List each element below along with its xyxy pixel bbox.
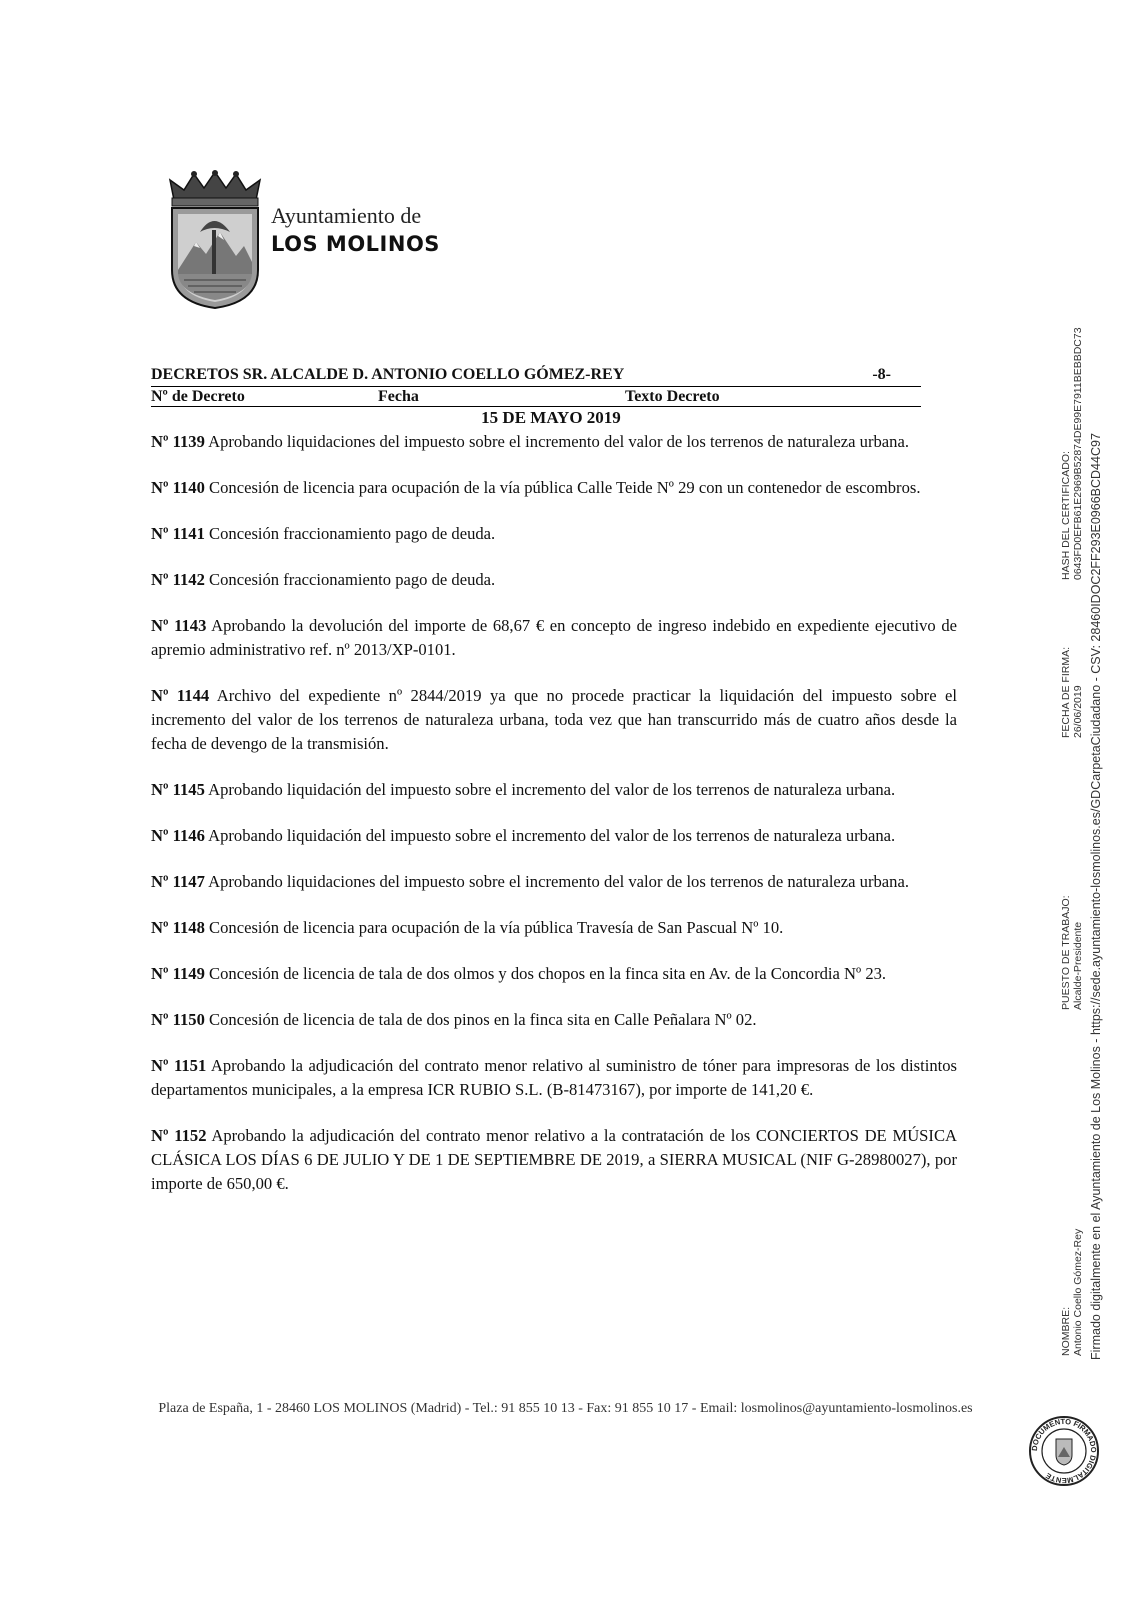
organization-name <box>271 203 440 256</box>
decree-entry: Nº 1145 Aprobando liquidación del impuesto sobre el incremento del valor de los terrenos de naturaleza urbana. <box>151 780 896 799</box>
page-number: -8- <box>872 366 891 383</box>
signature-post: PUESTO DE TRABAJO: Alcalde-Presidente <box>1060 895 1084 1010</box>
decree-entry: Nº 1150 Concesión de licencia de tala de dos pinos en la finca sita en Calle Peñalara Nº 02. <box>151 1010 757 1029</box>
decree-entry: Nº 1147 Aprobando liquidaciones del impuesto sobre el incremento del valor de los terrenos de naturaleza urbana. <box>151 872 909 891</box>
footer-address: Plaza de España, 1 - 28460 LOS MOLINOS (Madrid) - Tel.: 91 855 10 13 - Fax: 91 855 10 17 - Email: losmolinos@ayuntamiento-losmolinos.es <box>158 1401 973 1416</box>
column-headers <box>151 387 921 407</box>
svg-text:DOCUMENTO FIRMADO DIGITALMENTE: DOCUMENTO FIRMADO DIGITALMENTE <box>1029 1416 1099 1486</box>
digital-signature-seal-icon <box>1028 1415 1100 1487</box>
decree-entry: Nº 1144 Archivo del expediente nº 2844/2019 ya que no procede practicar la liquidación del impuesto sobre el incremento del valor de los terrenos de naturaleza urbana, toda vez que han transcurrido más de cuatro años desde la fecha de devengo de la transmisión. <box>151 686 957 753</box>
decree-entry: Nº 1146 Aprobando liquidación del impuesto sobre el incremento del valor de los terrenos de naturaleza urbana. <box>151 826 896 845</box>
decree-entry: Nº 1143 Aprobando la devolución del importe de 68,67 € en concepto de ingreso indebido en expediente ejecutivo de apremio administrativo ref. nº 2013/XP-0101. <box>151 616 957 659</box>
org-line1: Ayuntamiento de <box>271 203 422 228</box>
doc-title: DECRETOS SR. ALCALDE D. ANTONIO COELLO GÓMEZ-REY <box>151 366 625 383</box>
decree-list <box>151 430 957 1218</box>
decree-entry: Nº 1151 Aprobando la adjudicación del contrato menor relativo al suministro de tóner para impresoras de los distintos departamentos municipales, a la empresa ICR RUBIO S.L. (B-81473167), por importe de 141,20 €. <box>151 1056 957 1099</box>
decree-entry: Nº 1148 Concesión de licencia para ocupación de la vía pública Travesía de San Pascual Nº 10. <box>151 918 784 937</box>
signature-date: FECHA DE FIRMA: 26/06/2019 <box>1060 646 1084 738</box>
signature-name: NOMBRE: Antonio Coello Gómez-Rey <box>1060 1228 1084 1356</box>
decree-entry: Nº 1149 Concesión de licencia de tala de dos olmos y dos chopos en la finca sita en Av. de la Concordia Nº 23. <box>151 964 887 983</box>
digital-signature-text: Firmado digitalmente en el Ayuntamiento de Los Molinos - https://sede.ayuntamiento-losmolinos.es/GDCarpetaCiudadano - CSV: 28460IDOC2FF293E0966BCD44C97 <box>1089 433 1103 1360</box>
col-date: Fecha <box>378 388 419 405</box>
decree-entry: Nº 1142 Concesión fraccionamiento pago de deuda. <box>151 570 496 589</box>
decree-entry: Nº 1141 Concesión fraccionamiento pago de deuda. <box>151 524 496 543</box>
title-row <box>151 366 921 387</box>
certificate-hash: HASH DEL CERTIFICADO: 0643FD0EFB61E2969B52874DE99E7911BEBBDC73 <box>1060 327 1084 580</box>
decree-header <box>151 366 921 428</box>
decree-entry: Nº 1152 Aprobando la adjudicación del contrato menor relativo a la contratación de los CONCIERTOS DE MÚSICA CLÁSICA LOS DÍAS 6 DE JULIO Y DE 1 DE SEPTIEMBRE DE 2019, a SIERRA MUSICAL (NIF G-28980027), por importe de 650,00 €. <box>151 1126 957 1193</box>
decree-entry: Nº 1140 Concesión de licencia para ocupación de la vía pública Calle Teide Nº 29 con un contenedor de escombros. <box>151 478 921 497</box>
coat-of-arms-logo <box>164 170 266 310</box>
col-text: Texto Decreto <box>625 388 720 405</box>
decree-entry: Nº 1139 Aprobando liquidaciones del impuesto sobre el incremento del valor de los terrenos de naturaleza urbana. <box>151 432 909 451</box>
decree-date: 15 DE MAYO 2019 <box>481 408 621 427</box>
org-line2: LOS MOLINOS <box>271 232 440 256</box>
col-decree: Nº de Decreto <box>151 388 245 405</box>
